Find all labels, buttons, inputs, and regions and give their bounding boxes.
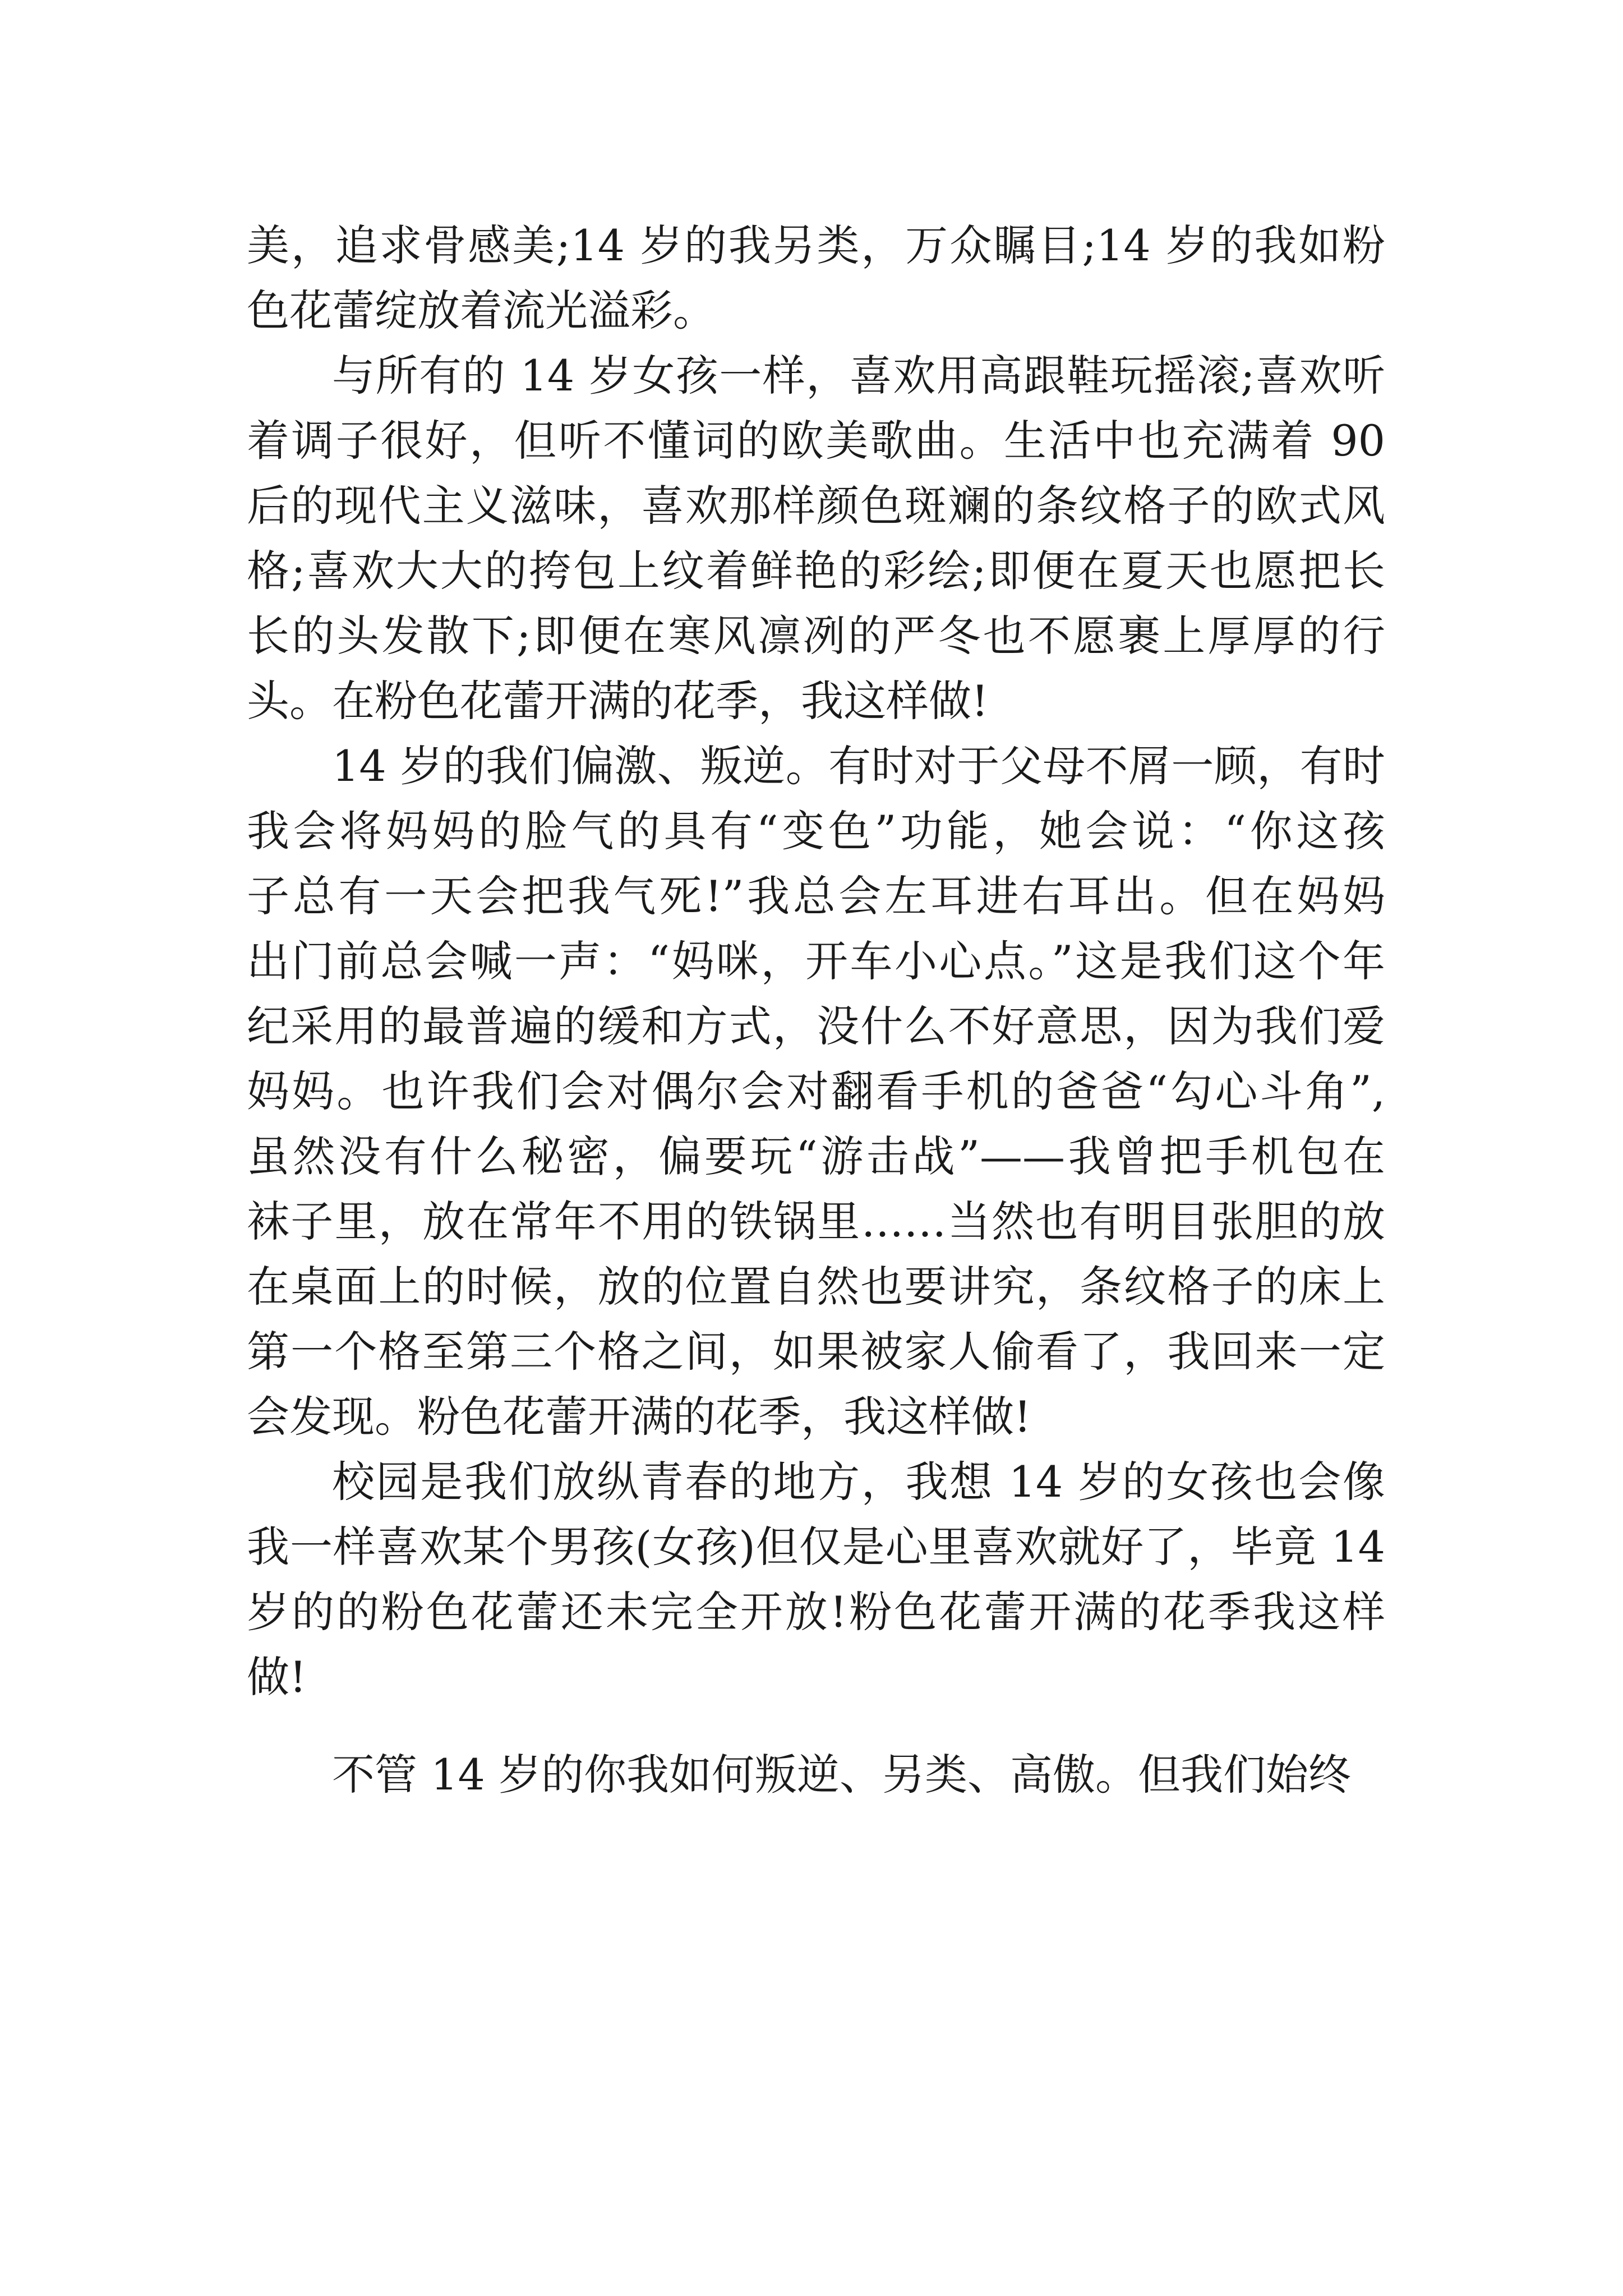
paragraph-2-line-5: 长的头发散下;即便在寒风凛冽的严冬也不愿裹上厚厚的行 <box>247 611 1385 661</box>
paragraph-3-line-7: 虽然没有什么秘密，偏要玩“游击战”——我曾把手机包在 <box>247 1131 1385 1181</box>
paragraph-3-line-11: 会发现。粉色花蕾开满的花季，我这样做! <box>247 1392 1031 1442</box>
paragraph-4-line-3: 岁的的粉色花蕾还未完全开放!粉色花蕾开满的花季我这样 <box>247 1587 1385 1637</box>
paragraph-2-line-2: 着调子很好，但听不懂词的欧美歌曲。生活中也充满着 90 <box>247 416 1385 466</box>
paragraph-3-line-5: 纪采用的最普遍的缓和方式，没什么不好意思，因为我们爱 <box>247 1001 1385 1051</box>
paragraph-3-line-3: 子总有一天会把我气死!”我总会左耳进右耳出。但在妈妈 <box>247 871 1385 921</box>
paragraph-5-line-1: 不管 14 岁的你我如何叛逆、另类、高傲。但我们始终 <box>332 1750 1352 1800</box>
paragraph-2-line-6: 头。在粉色花蕾开满的花季，我这样做! <box>247 676 989 726</box>
paragraph-1-line-1: 美，追求骨感美;14 岁的我另类，万众瞩目;14 岁的我如粉 <box>247 220 1385 270</box>
paragraph-4-line-4: 做! <box>247 1652 307 1702</box>
paragraph-2-line-4: 格;喜欢大大的挎包上纹着鲜艳的彩绘;即便在夏天也愿把长 <box>247 546 1385 596</box>
paragraph-4-line-2: 我一样喜欢某个男孩(女孩)但仅是心里喜欢就好了，毕竟 14 <box>247 1522 1385 1572</box>
paragraph-2-line-3: 后的现代主义滋味，喜欢那样颜色斑斓的条纹格子的欧式风 <box>247 481 1385 531</box>
paragraph-3-line-9: 在桌面上的时候，放的位置自然也要讲究，条纹格子的床上 <box>247 1262 1385 1312</box>
paragraph-3-line-6: 妈妈。也许我们会对偶尔会对翻看手机的爸爸“勾心斗角”, <box>247 1066 1385 1116</box>
paragraph-3-line-8: 袜子里，放在常年不用的铁锅里……当然也有明目张胆的放 <box>247 1197 1385 1246</box>
paragraph-1-line-2: 色花蕾绽放着流光溢彩。 <box>247 286 716 335</box>
paragraph-3-line-4: 出门前总会喊一声：“妈咪，开车小心点。”这是我们这个年 <box>247 936 1385 986</box>
paragraph-3-line-1: 14 岁的我们偏激、叛逆。有时对于父母不屑一顾，有时 <box>332 741 1385 791</box>
paragraph-3-line-2: 我会将妈妈的脸气的具有“变色”功能，她会说：“你这孩 <box>247 806 1385 856</box>
paragraph-4-line-1: 校园是我们放纵青春的地方，我想 14 岁的女孩也会像 <box>332 1457 1385 1507</box>
document-body <box>247 213 1385 1807</box>
paragraph-2-line-1: 与所有的 14 岁女孩一样，喜欢用高跟鞋玩摇滚;喜欢听 <box>332 351 1385 401</box>
paragraph-3-line-10: 第一个格至第三个格之间，如果被家人偷看了，我回来一定 <box>247 1327 1385 1377</box>
